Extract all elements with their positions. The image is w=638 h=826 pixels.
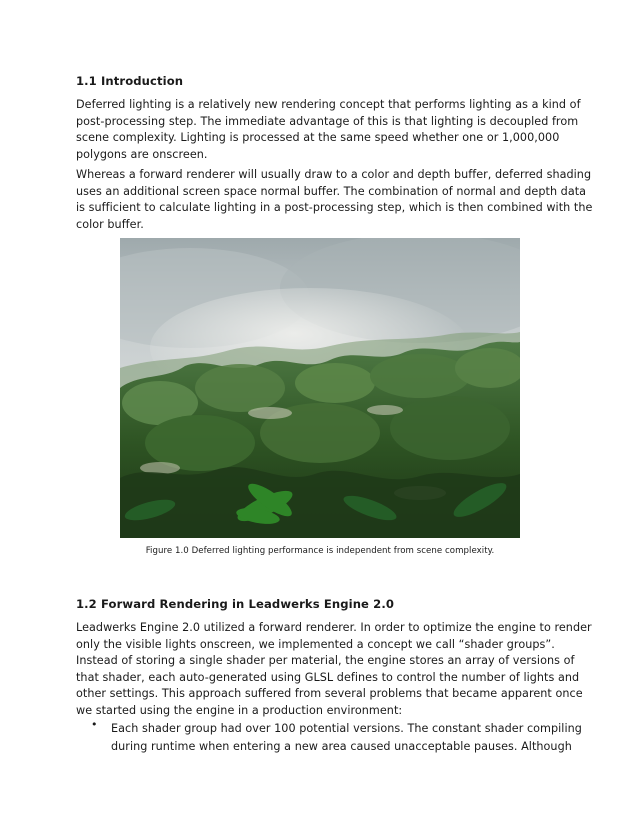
figure-caption: Figure 1.0 Deferred lighting performance is independent from scene complexity. [145, 546, 495, 556]
bullet-item [111, 720, 582, 755]
section-heading-forward-rendering: 1.2 Forward Rendering in Leadwerks Engine 2.0 [76, 597, 394, 611]
text-line: scene complexity. Lighting is processed at the same speed whether one or 1,000,000 [76, 131, 560, 144]
forest-render-image [120, 238, 520, 538]
intro-paragraph-2 [76, 167, 593, 233]
text-line: that shader, each auto-generated using GLSL defines to control the number of lights and [76, 670, 580, 684]
bullet-glyph: • [91, 718, 98, 731]
text-line: Whereas a forward renderer will usually draw to a color and depth buffer, deferred shading [76, 168, 592, 181]
text-line: other settings. This approach suffered from several problems that became apparent once [76, 687, 583, 700]
intro-paragraph-1 [76, 97, 581, 163]
text-line: Deferred lighting is a relatively new rendering concept that performs lighting as a kind of [76, 98, 581, 111]
text-line: post-processing step. The immediate advantage of this is that lighting is decoupled from [76, 114, 579, 128]
forest-render-figure [120, 238, 520, 538]
text-line: Leadwerks Engine 2.0 utilized a forward renderer. In order to optimize the engine to render [76, 621, 592, 634]
text-line: only the visible lights onscreen, we implemented a concept we call “shader groups”. [76, 637, 555, 651]
text-line: Instead of storing a single shader per material, the engine stores an array of versions of [76, 654, 575, 667]
text-line: Each shader group had over 100 potential versions. The constant shader compiling [111, 722, 582, 735]
text-line: polygons are onscreen. [76, 147, 208, 161]
text-line: is sufficient to calculate lighting in a post-processing step, which is then combined with the [76, 201, 593, 214]
forward-rendering-paragraph [76, 620, 592, 719]
text-line: color buffer. [76, 217, 144, 231]
section-heading-introduction: 1.1 Introduction [76, 74, 184, 88]
text-line: during runtime when entering a new area caused unacceptable pauses. Although [111, 739, 572, 753]
text-line: we started using the engine in a production environment: [76, 703, 403, 717]
text-line: uses an additional screen space normal buffer. The combination of normal and depth data [76, 184, 587, 198]
